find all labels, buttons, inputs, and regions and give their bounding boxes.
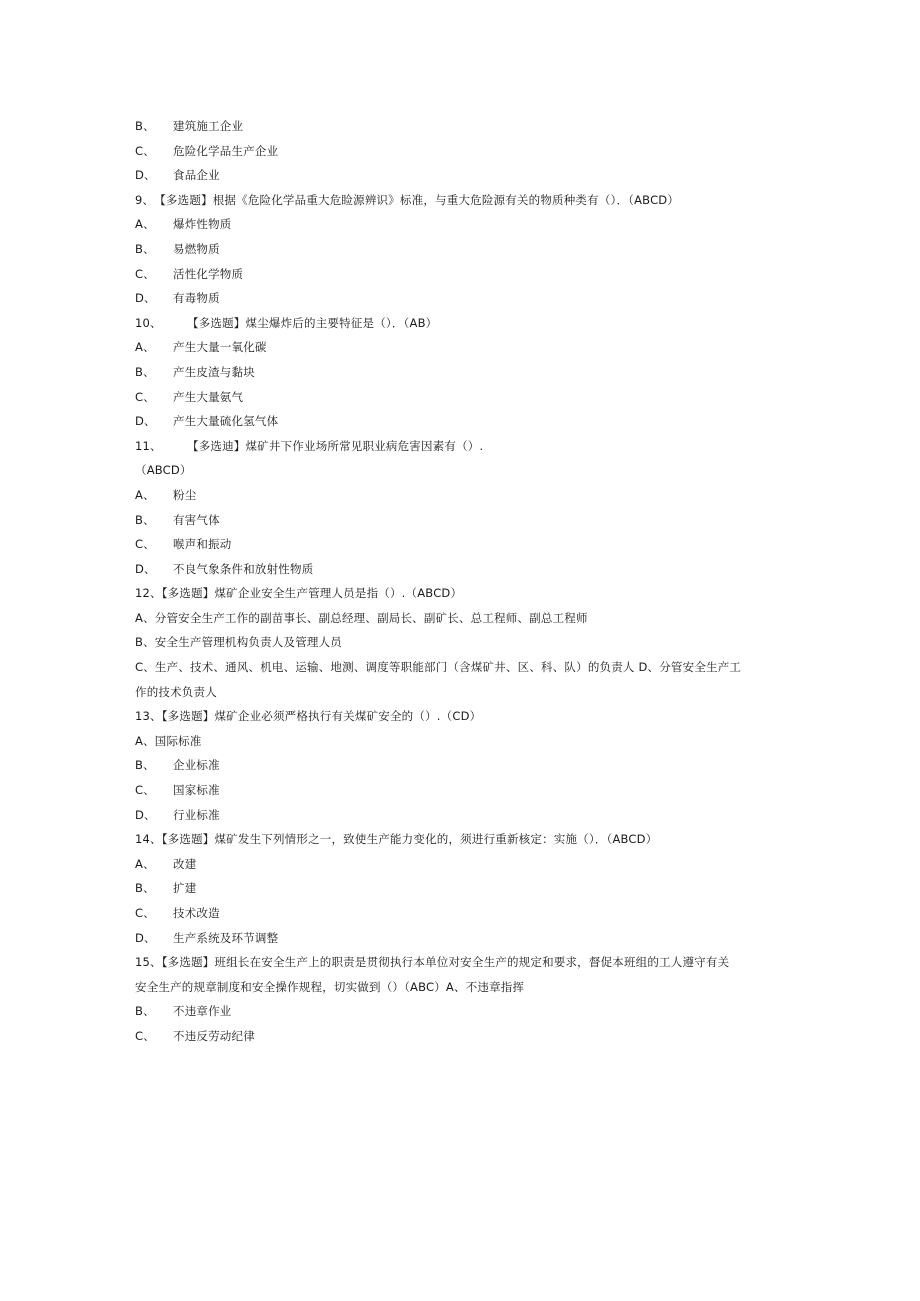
option-line: [135, 778, 775, 803]
question-text: 【多选迪】煤矿井下作业场所常见职业病危害因素有（）.: [187, 438, 484, 453]
option-text: 建筑施工企业: [173, 119, 244, 133]
option-line: [135, 139, 775, 164]
option-line: [135, 901, 775, 926]
option-line: [135, 237, 775, 262]
option-letter: A、: [135, 856, 155, 871]
option-text: 危险化学品生产企业: [173, 143, 279, 158]
question-number: 10、: [135, 315, 162, 330]
question-line: [135, 434, 775, 459]
option-line: [135, 262, 775, 287]
option-text: 生产系统及环节调整: [173, 930, 279, 945]
option-text: 企业标准: [173, 758, 220, 773]
answer-line: （ABCD）: [135, 463, 192, 478]
option-letter: C、: [135, 906, 155, 920]
option-letter: B、: [135, 1004, 155, 1019]
question-line: 15、【多选题】班组长在安全生产上的职责是贯彻执行本单位对安全生产的规定和要求，督促本班组的工人遵守有关: [135, 955, 730, 970]
option-text: 产生皮渣与黏块: [173, 364, 255, 379]
option-letter: C、: [135, 389, 155, 404]
option-line: [135, 163, 775, 188]
option-letter: D、: [135, 930, 156, 945]
option-text: 产生大量硫化氢气体: [173, 414, 279, 429]
option-line: [135, 114, 775, 139]
option-line: [135, 286, 775, 311]
option-line: [135, 212, 775, 237]
option-line: [135, 385, 775, 410]
option-line: [135, 483, 775, 508]
option-text: 粉尘: [173, 487, 197, 502]
question-line-continued: 安全生产的规章制度和安全操作规程，切实做到（）（ABC）A、不违章指挥: [135, 979, 525, 994]
option-text: 不良气象条件和放射性物质: [173, 561, 314, 576]
option-line: [135, 360, 775, 385]
option-letter: B、: [135, 241, 155, 256]
option-line: [135, 557, 775, 582]
option-text: 不违章作业: [173, 1004, 232, 1019]
question-line: 12、【多选题】煤矿企业安全生产管理人员是指（）.（ABCD）: [135, 586, 463, 601]
option-letter: B、: [135, 758, 155, 773]
option-letter: D、: [135, 414, 156, 429]
option-letter: D、: [135, 291, 156, 306]
option-text: 扩建: [173, 881, 197, 896]
option-letter: C、: [135, 783, 155, 798]
option-letter: B、: [135, 512, 155, 527]
option-text: 活性化学物质: [173, 266, 244, 281]
option-line: [135, 1024, 775, 1049]
option-text: 有害气体: [173, 512, 220, 527]
option-line: [135, 409, 775, 434]
option-text: 有毒物质: [173, 291, 220, 306]
option-line: [135, 852, 775, 877]
option-line: [135, 926, 775, 951]
option-letter: A、: [135, 217, 155, 232]
option-line: A、分管安全生产工作的副苗事长、副总经理、副局长、副矿长、总工程师、副总工程师: [135, 610, 588, 625]
option-letter: D、: [135, 807, 156, 822]
option-text: 行业标准: [173, 807, 220, 822]
option-line: A、国际标准: [135, 733, 202, 748]
question-number: 9、: [135, 192, 155, 207]
question-line: 13、【多选题】煤矿企业必须严格执行有关煤矿安全的（）.（CD）: [135, 709, 482, 724]
option-text: 食品企业: [173, 168, 220, 183]
option-line: [135, 876, 775, 901]
option-text: 产生大量氨气: [173, 389, 244, 404]
option-text: 易燃物质: [173, 241, 220, 256]
option-line: [135, 508, 775, 533]
option-text: 国家标准: [173, 783, 220, 798]
option-text: 不违反劳动纪律: [173, 1028, 255, 1043]
option-text: 喉声和振动: [173, 537, 232, 552]
option-text: 技术改造: [173, 906, 220, 920]
option-line: [135, 803, 775, 828]
option-letter: D、: [135, 168, 156, 183]
option-line: C、生产、技术、通风、机电、运输、地测、调度等职能部门（含煤矿井、区、科、队）的负责人 D、分管安全生产工: [135, 660, 742, 675]
question-number: 11、: [135, 438, 162, 453]
option-line: [135, 753, 775, 778]
question-text: 【多选题】煤尘爆炸后的主要特征是（）．（AB）: [187, 315, 438, 330]
option-text: 产生大量一氧化碳: [173, 340, 267, 355]
option-line-continued: 作的技术负责人: [135, 684, 217, 699]
option-letter: B、: [135, 119, 155, 133]
option-text: 爆炸性物质: [173, 217, 232, 232]
option-line: [135, 532, 775, 557]
question-line: [135, 311, 775, 336]
option-letter: C、: [135, 266, 155, 281]
option-letter: B、: [135, 881, 155, 896]
question-text: 【多选题】根据《危险化学品重大危睑源辨识》标准，与重大危险源有关的物质种类有（）．（ABCD）: [154, 192, 680, 207]
option-line: [135, 999, 775, 1024]
option-letter: A、: [135, 340, 155, 355]
option-letter: C、: [135, 1028, 155, 1043]
document-body: [135, 114, 775, 1049]
question-line: [135, 188, 775, 213]
option-letter: D、: [135, 561, 156, 576]
option-line: B、安全生产管理机构负责人及管理人员: [135, 635, 342, 650]
option-letter: A、: [135, 487, 155, 502]
option-text: 改建: [173, 856, 197, 871]
option-letter: C、: [135, 143, 155, 158]
question-line: 14、【多选题】煤矿发生下列情形之一，致使生产能力变化的，须进行重新核定：实施（）．（ABCD）: [135, 832, 658, 847]
option-letter: B、: [135, 364, 155, 379]
option-line: [135, 335, 775, 360]
option-letter: C、: [135, 537, 155, 552]
